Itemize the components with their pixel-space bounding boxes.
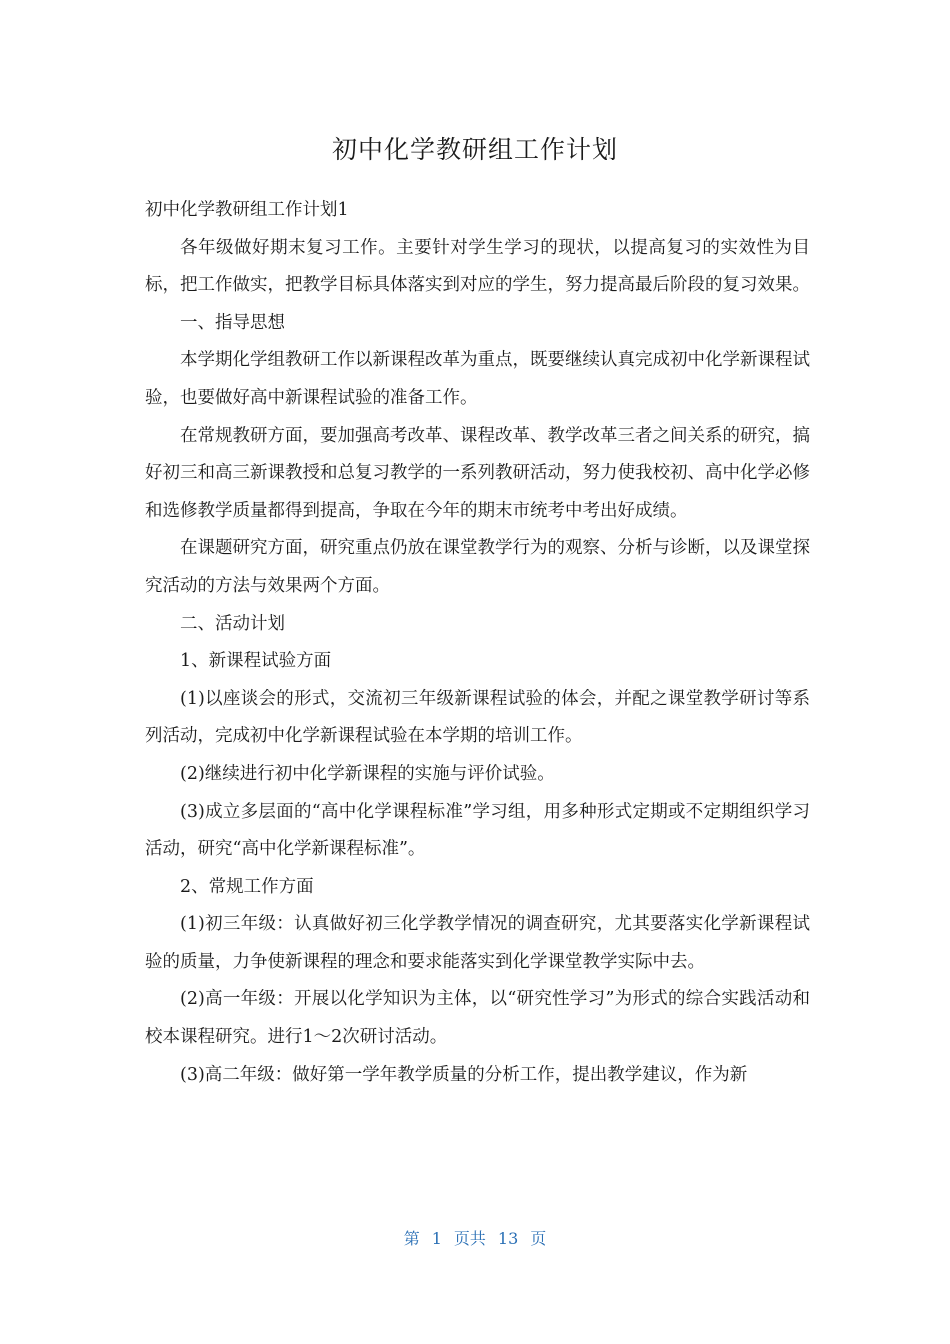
page-footer xyxy=(0,1226,950,1249)
paragraph: (3)高二年级：做好第一学年教学质量的分析工作，提出教学建议，作为新 xyxy=(180,1064,748,1085)
document-title: 初中化学教研组工作计划 xyxy=(331,135,618,164)
paragraph: (2)高一年级：开展以化学知识为主体，以“研究性学习”为形式的综合实践活动和校本课程研究。进行1～2次研讨活动。 xyxy=(145,989,810,1048)
page-label-prefix: 第 xyxy=(403,1229,420,1248)
paragraph: 1、新课程试验方面 xyxy=(180,651,332,672)
section-heading: 初中化学教研组工作计划1 xyxy=(145,200,349,220)
page-number: 1 xyxy=(431,1229,442,1248)
paragraph: 在课题研究方面，研究重点仍放在课堂教学行为的观察、分析与诊断，以及课堂探究活动的方法与效果两个方面。 xyxy=(145,538,810,596)
paragraph: (1)以座谈会的形式，交流初三年级新课程试验的体会，并配之课堂教学研讨等系列活动，完成初中化学新课程试验在本学期的培训工作。 xyxy=(145,688,810,747)
paragraph: 在常规教研方面，要加强高考改革、课程改革、教学改革三者之间关系的研究，搞好初三和高三新课教授和总复习教学的一系列教研活动，努力使我校初、高中化学必修和选修教学质量都得到提高，争取在今年的期末市统考中考出好成绩。 xyxy=(145,425,810,521)
document-body xyxy=(145,192,810,1094)
paragraph: (1)初三年级：认真做好初三化学教学情况的调查研究，尤其要落实化学新课程试验的质量，力争使新课程的理念和要求能落实到化学课堂教学实际中去。 xyxy=(145,914,810,972)
page-label-mid: 页共 xyxy=(453,1229,486,1248)
paragraph: (2)继续进行初中化学新课程的实施与评价试验。 xyxy=(180,763,555,784)
paragraph: 二、活动计划 xyxy=(180,613,285,634)
paragraph: (3)成立多层面的“高中化学课程标准”学习组，用多种形式定期或不定期组织学习活动，研究“高中化学新课程标准”。 xyxy=(145,801,810,860)
paragraph: 本学期化学组教研工作以新课程改革为重点，既要继续认真完成初中化学新课程试验，也要做好高中新课程试验的准备工作。 xyxy=(145,350,810,408)
paragraph: 各年级做好期末复习工作。主要针对学生学习的现状，以提高复习的实效性为目标，把工作做实，把教学目标具体落实到对应的学生，努力提高最后阶段的复习效果。 xyxy=(145,237,810,296)
paragraph: 2、常规工作方面 xyxy=(180,876,314,897)
page-label-suffix: 页 xyxy=(530,1229,547,1248)
total-pages: 13 xyxy=(497,1229,519,1248)
paragraph: 一、指导思想 xyxy=(180,312,285,333)
